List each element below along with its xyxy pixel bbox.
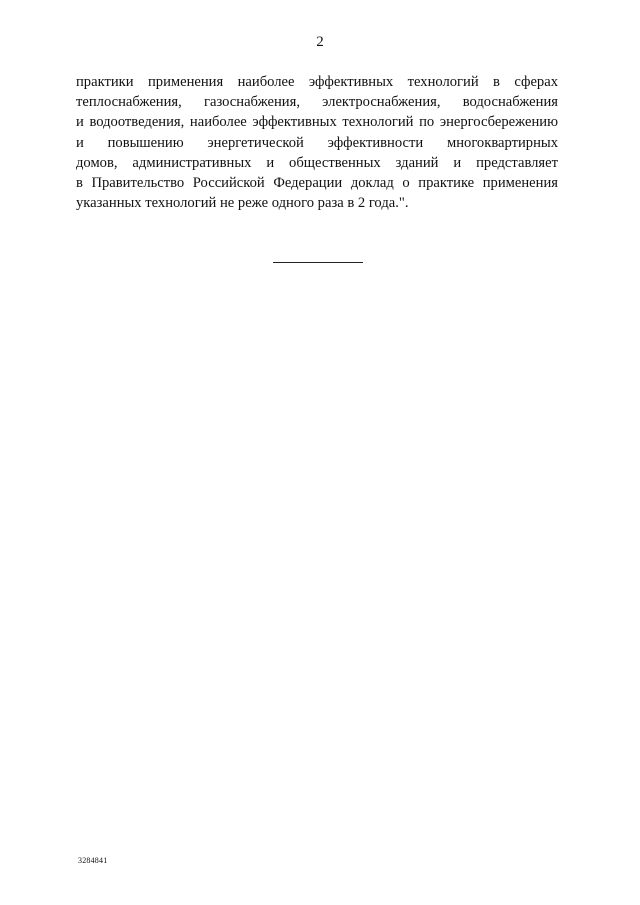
page-number: 2	[316, 34, 324, 50]
separator-line	[273, 262, 363, 263]
paragraph-line: указанных технологий не реже одного раза в 2 года.".	[76, 195, 409, 212]
paragraph-line: и повышению энергетической эффективности многоквартирных	[76, 134, 558, 151]
paragraph-line: практики применения наиболее эффективных технологий в сферах	[76, 74, 558, 90]
paragraph-line: в Правительство Российской Федерации доклад о практике применения	[76, 175, 558, 192]
paragraph-line: и водоотведения, наиболее эффективных технологий по энергосбережению	[76, 114, 558, 131]
body-paragraph	[76, 72, 558, 213]
paragraph-line: домов, административных и общественных зданий и представляет	[76, 154, 558, 171]
document-code: 3284841	[78, 856, 108, 865]
paragraph-line: теплоснабжения, газоснабжения, электроснабжения, водоснабжения	[76, 94, 558, 111]
